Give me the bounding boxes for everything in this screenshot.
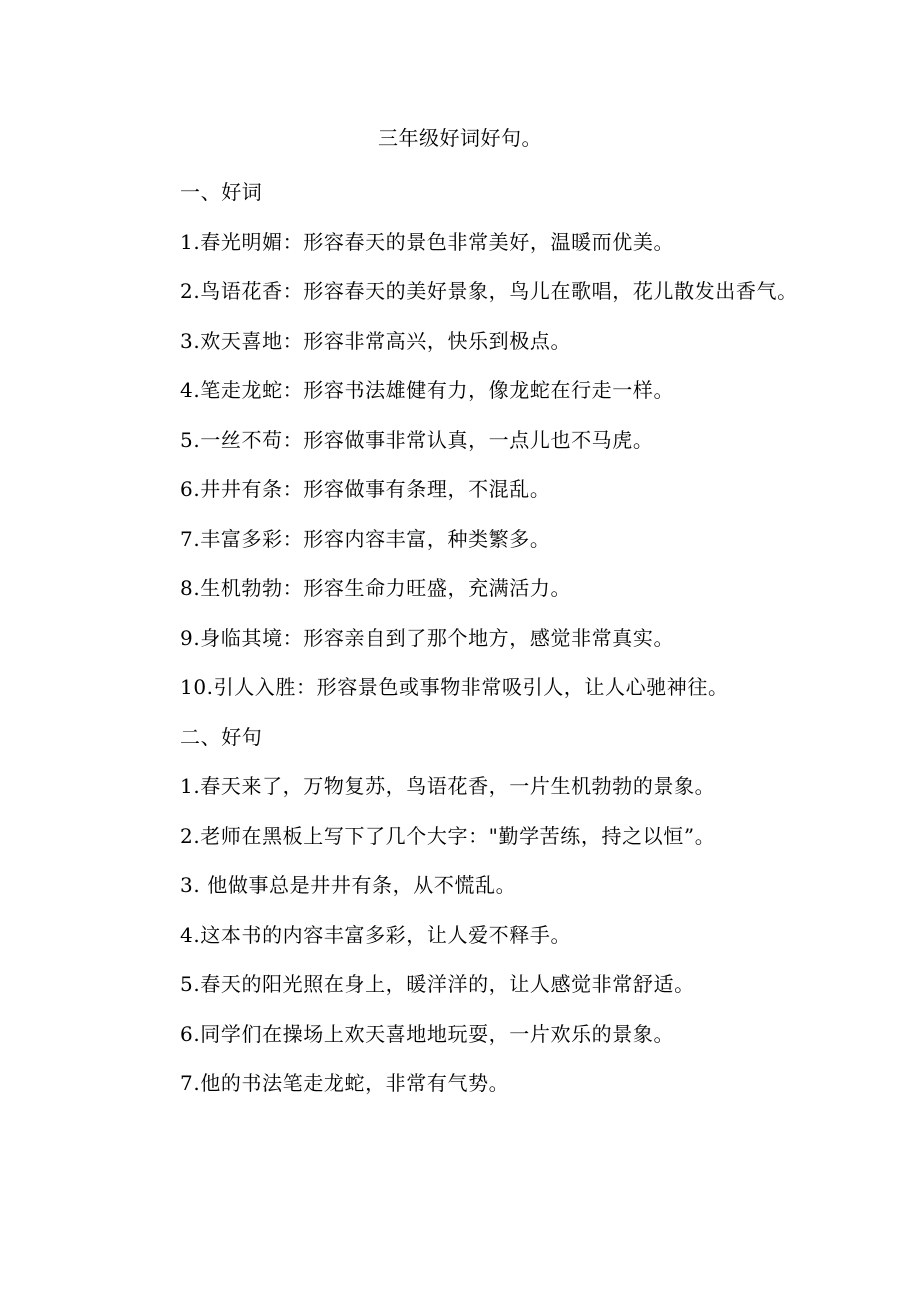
- sentence-item: 2.老师在黑板上写下了几个大字："勤学苦练，持之以恒”。: [180, 823, 716, 848]
- section-heading-sentences: 二、好句: [180, 724, 263, 749]
- word-item: 3.欢天喜地：形容非常高兴，快乐到极点。: [180, 328, 572, 353]
- document-title: 三年级好词好句。: [378, 126, 542, 150]
- word-item: 5.一丝不苟：形容做事非常认真，一点儿也不马虎。: [180, 427, 654, 452]
- sentence-item: 4.这本书的内容丰富多彩，让人爱不释手。: [180, 922, 572, 947]
- word-item: 1.春光明媚：形容春天的景色非常美好，温暖而优美。: [180, 229, 675, 254]
- section-heading-words: 一、好词: [180, 180, 263, 204]
- word-item: 4.笔走龙蛇：形容书法雄健有力，像龙蛇在行走一样。: [180, 378, 675, 402]
- word-item: 7.丰富多彩：形容内容丰富，种类繁多。: [180, 526, 551, 551]
- word-item: 8.生机勃勃：形容生命力旺盛，充满活力。: [180, 576, 572, 600]
- word-item: 10.引人入胜：形容景色或事物非常吸引人，让人心驰神往。: [180, 675, 729, 699]
- word-item: 6.井井有条：形容做事有条理，不混乱。: [180, 477, 551, 501]
- word-item: 9.身临其境：形容亲自到了那个地方，感觉非常真实。: [180, 625, 675, 650]
- sentence-item: 1.春天来了，万物复苏，鸟语花香，一片生机勃勃的景象。: [180, 774, 716, 798]
- word-item: 2.鸟语花香：形容春天的美好景象，鸟儿在歌唱，花儿散发出香气。: [180, 279, 798, 303]
- sentence-item: 5.春天的阳光照在身上，暖洋洋的，让人感觉非常舒适。: [180, 972, 695, 996]
- sentence-item: 7.他的书法笔走龙蛇，非常有气势。: [180, 1071, 510, 1095]
- sentence-item: 6.同学们在操场上欢天喜地地玩耍，一片欢乐的景象。: [180, 1021, 675, 1046]
- sentence-item: 3. 他做事总是井井有条，从不慌乱。: [180, 873, 517, 897]
- document-body: [140, 168, 800, 1109]
